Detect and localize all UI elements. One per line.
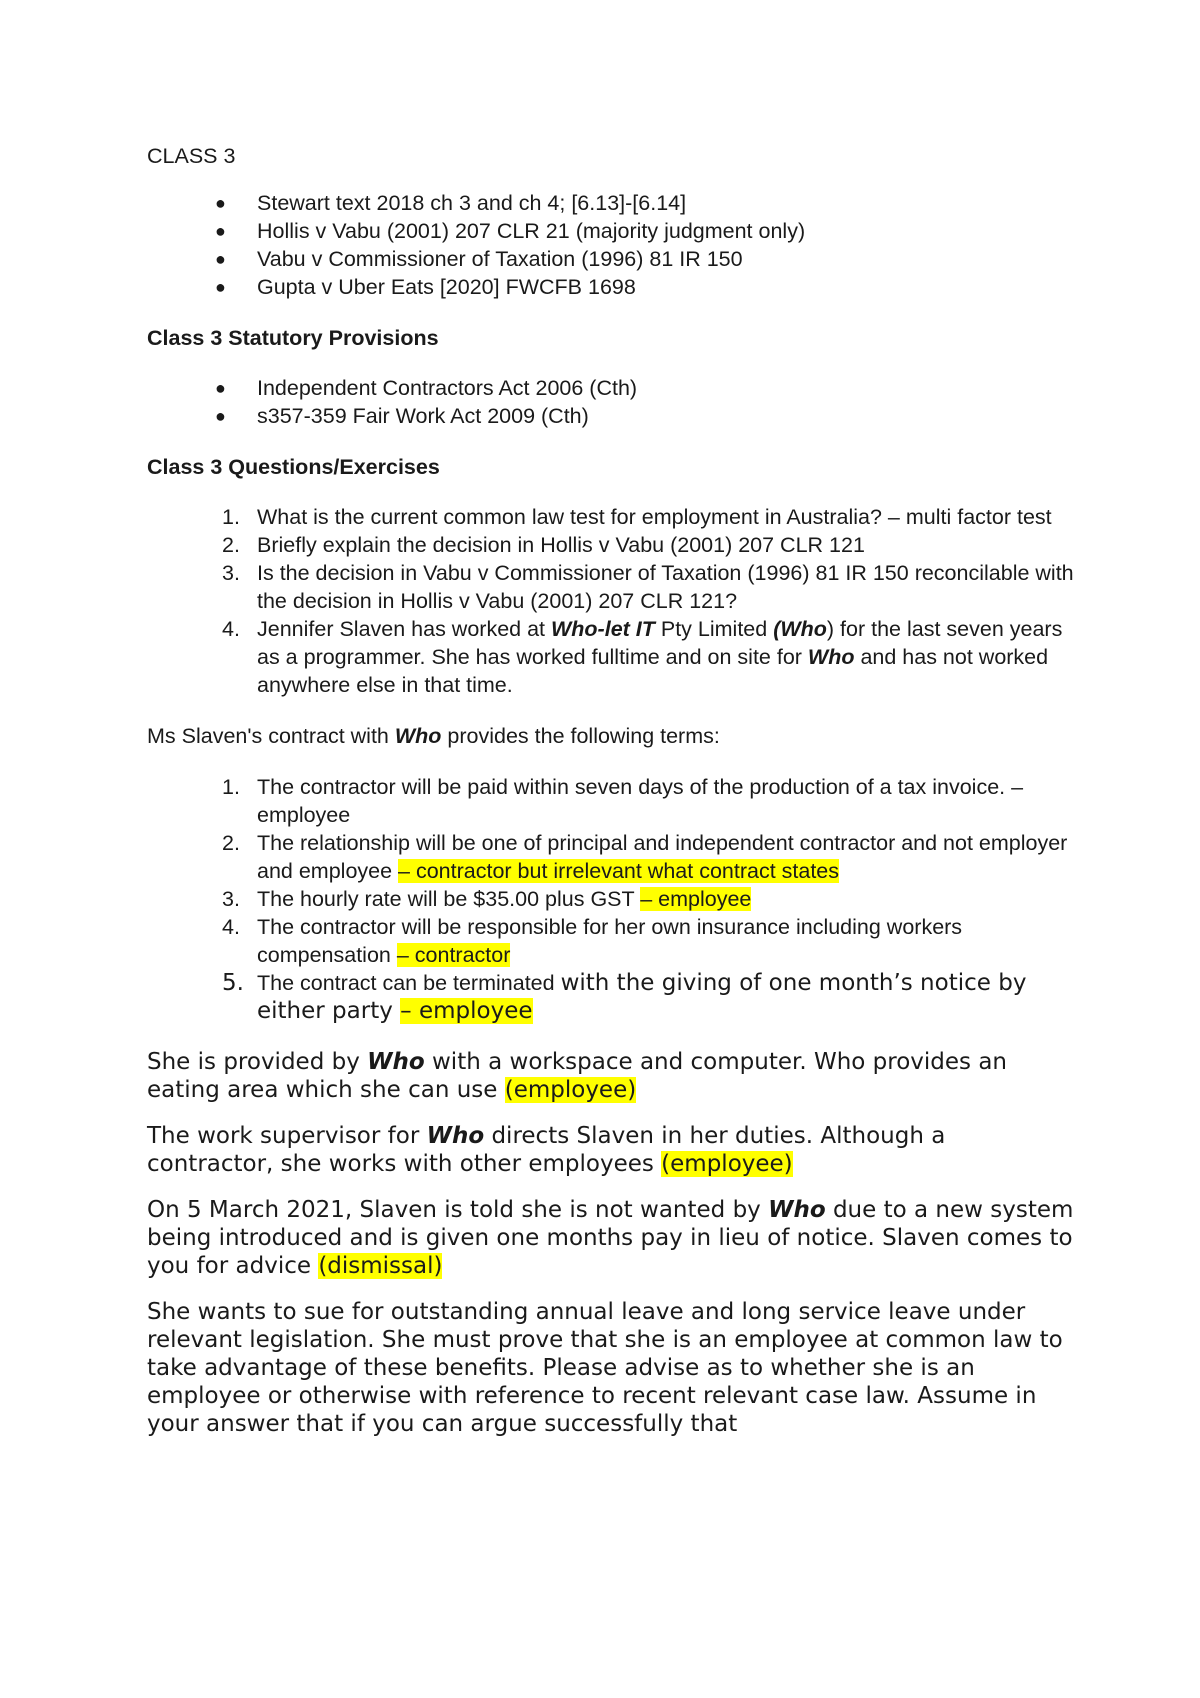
list-item: ● Vabu v Commissioner of Taxation (1996) 81 IR 150	[215, 247, 743, 271]
term-item: 5. The contract can be terminated with the giving of one month’s notice by either party – employee	[222, 970, 1027, 1024]
document-page	[147, 142, 1077, 1456]
highlight-note: – employee	[640, 887, 752, 911]
bullet-icon: ●	[215, 277, 226, 297]
bullet-icon: ●	[215, 249, 226, 269]
question-item: 1. What is the current common law test for employment in Australia? – multi factor test	[222, 505, 1052, 529]
question-item: 2. Briefly explain the decision in Hollis v Vabu (2001) 207 CLR 121	[222, 533, 865, 557]
statutory-heading: Class 3 Statutory Provisions	[147, 326, 439, 350]
contract-intro: Ms Slaven's contract with Who provides the following terms:	[147, 724, 720, 748]
readings-list	[147, 189, 1077, 301]
term-item: 4. The contractor will be responsible for her own insurance including workers compensation – contractor	[222, 915, 963, 967]
scenario-paragraph: She is provided by Who with a workspace and computer. Who provides an eating area which she can use (employee)	[147, 1049, 1008, 1103]
question-item: 3. Is the decision in Vabu v Commissioner of Taxation (1996) 81 IR 150 reconcilable with the decision in Hollis v Vabu (2001) 207 CLR 121?	[222, 561, 1074, 613]
highlight-note: (employee)	[661, 1151, 793, 1177]
list-item: ● Independent Contractors Act 2006 (Cth)	[215, 376, 638, 400]
list-item: ● Stewart text 2018 ch 3 and ch 4; [6.13]-[6.14]	[215, 191, 687, 215]
bullet-icon: ●	[215, 193, 226, 213]
highlight-note: (dismissal)	[318, 1253, 443, 1279]
highlight-note: (employee)	[504, 1077, 637, 1103]
scenario-paragraph: She wants to sue for outstanding annual leave and long service leave under relevant legislation. She must prove that she is an employee at common law to take advantage of these benefits. Please advise as to whether she is an employee or otherwise with reference to recent relevant case law. Assume in your answer that if you can argue successfully that	[147, 1299, 1063, 1437]
question-item: 4. Jennifer Slaven has worked at Who-let IT Pty Limited (Who) for the last seven years as a programmer. She has worked fulltime and on site for Who and has not worked anywhere else in that time.	[222, 617, 1063, 697]
list-item: ● Hollis v Vabu (2001) 207 CLR 21 (majority judgment only)	[215, 219, 806, 243]
term-item: 1. The contractor will be paid within seven days of the production of a tax invoice. – employee	[222, 775, 1024, 827]
bullet-icon: ●	[215, 378, 226, 398]
term-item: 3. The hourly rate will be $35.00 plus GST – employee	[222, 887, 752, 911]
statutory-list	[147, 374, 1077, 430]
term-item: 2. The relationship will be one of principal and independent contractor and not employer and employee – contractor but irrelevant what contract states	[222, 831, 1068, 883]
scenario-paragraph: The work supervisor for Who directs Slaven in her duties. Although a contractor, she works with other employees (employee)	[147, 1123, 946, 1177]
bullet-icon: ●	[215, 406, 226, 426]
questions-heading: Class 3 Questions/Exercises	[147, 455, 440, 479]
list-item: ● s357-359 Fair Work Act 2009 (Cth)	[215, 404, 589, 428]
highlight-note: – employee	[400, 998, 533, 1024]
highlight-note: – contractor but irrelevant what contract states	[398, 859, 840, 883]
bullet-icon: ●	[215, 221, 226, 241]
highlight-note: – contractor	[396, 943, 511, 967]
questions-list	[147, 503, 1077, 699]
list-item: ● Gupta v Uber Eats [2020] FWCFB 1698	[215, 275, 636, 299]
document-title: CLASS 3	[147, 144, 236, 168]
contract-terms-list	[147, 773, 1077, 1025]
scenario-paragraph: On 5 March 2021, Slaven is told she is not wanted by Who due to a new system being introduced and is given one months pay in lieu of notice. Slaven comes to you for advice (dismissal)	[147, 1197, 1074, 1279]
